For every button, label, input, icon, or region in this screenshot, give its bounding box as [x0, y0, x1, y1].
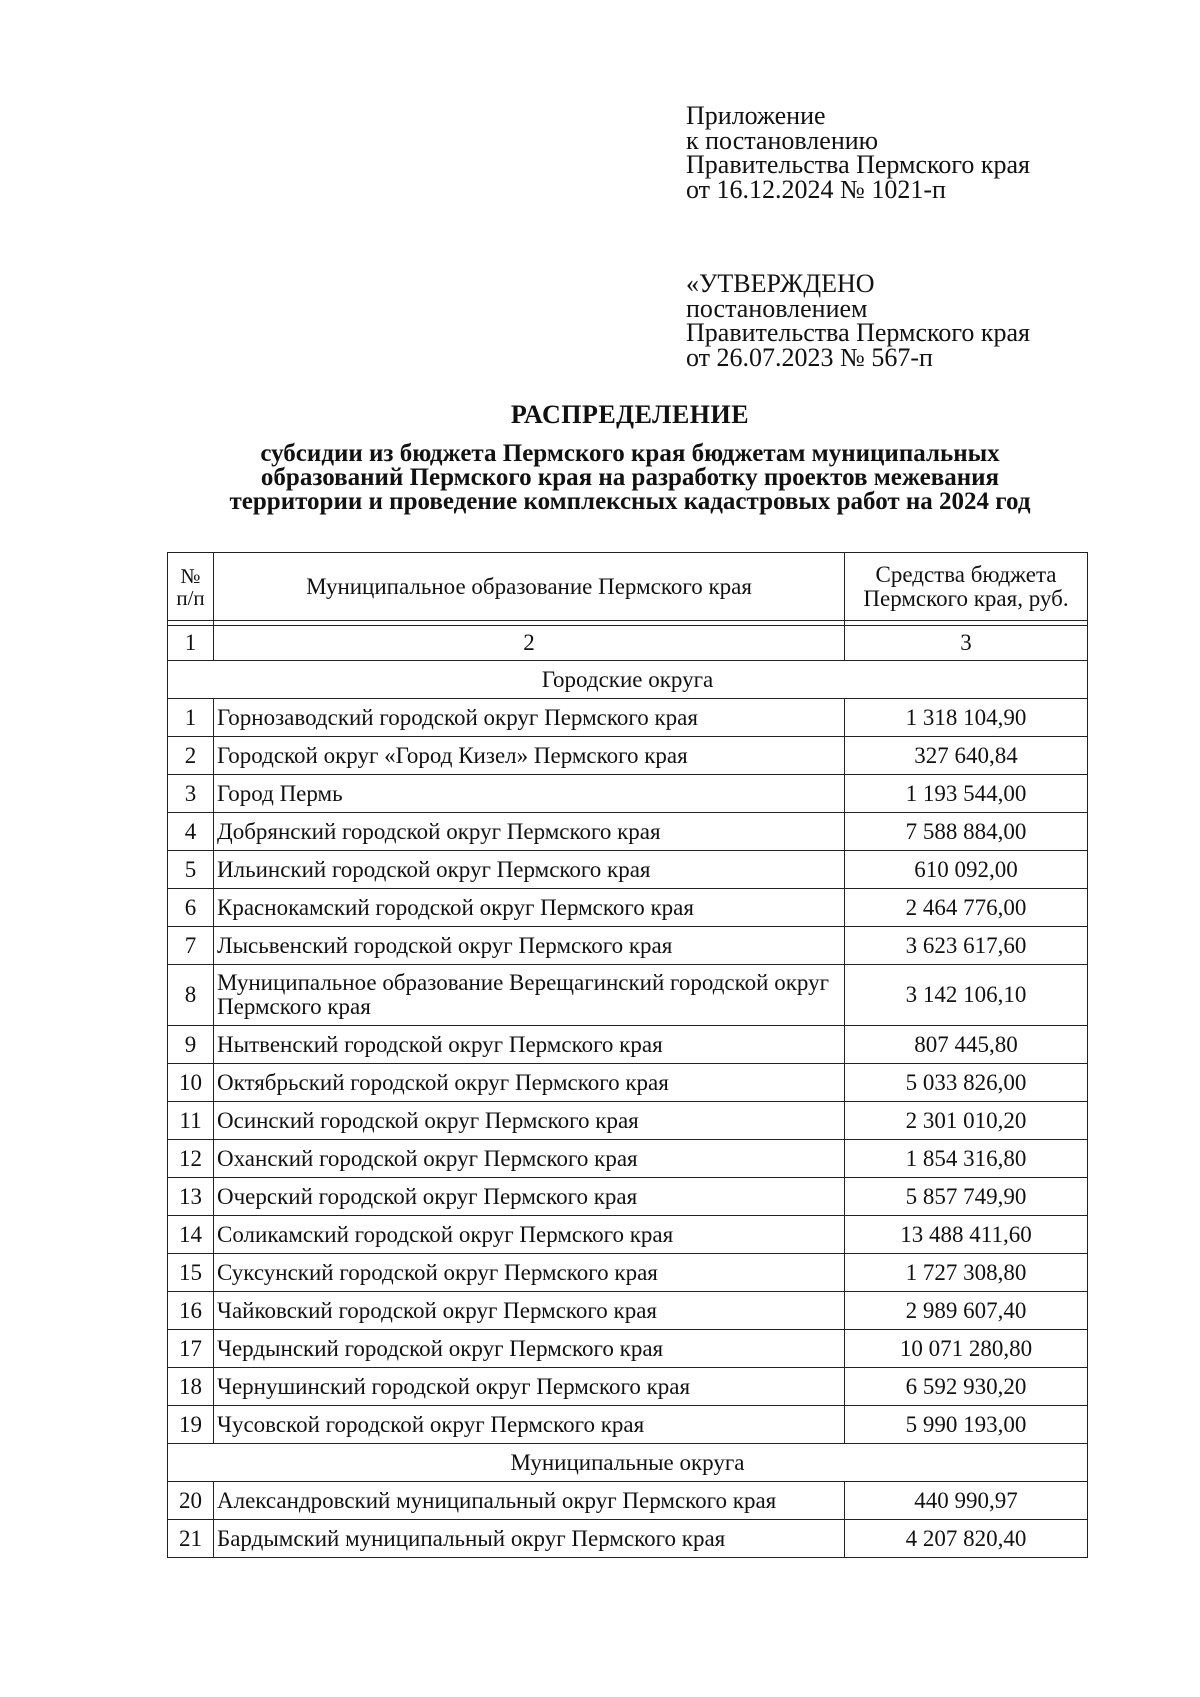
municipality-name: Горнозаводский городской округ Пермского края	[214, 699, 845, 737]
budget-amount: 440 990,97	[845, 1482, 1088, 1520]
row-number: 10	[168, 1064, 214, 1102]
table-row	[168, 1140, 1088, 1178]
budget-amount: 327 640,84	[845, 737, 1088, 775]
column-number: 3	[845, 626, 1088, 661]
approved-line: от 26.07.2023 № 567-п	[686, 342, 933, 372]
budget-amount: 807 445,80	[845, 1026, 1088, 1064]
row-number: 15	[168, 1254, 214, 1292]
table-row	[168, 1520, 1088, 1558]
municipality-name: Соликамский городской округ Пермского края	[214, 1216, 845, 1254]
budget-amount: 7 588 884,00	[845, 813, 1088, 851]
municipality-name: Чусовской городской округ Пермского края	[214, 1406, 845, 1444]
row-number: 19	[168, 1406, 214, 1444]
document-subtitle	[150, 442, 1110, 514]
row-number: 18	[168, 1368, 214, 1406]
section-title: Муниципальные округа	[168, 1444, 1088, 1482]
municipality-name: Осинский городской округ Пермского края	[214, 1102, 845, 1140]
municipality-name: Чердынский городской округ Пермского края	[214, 1330, 845, 1368]
municipality-name: Чайковский городской округ Пермского края	[214, 1292, 845, 1330]
row-number: 7	[168, 927, 214, 965]
row-number: 1	[168, 699, 214, 737]
subtitle-line: образований Пермского края на разработку проектов межевания	[260, 464, 1000, 491]
table-row	[168, 699, 1088, 737]
municipality-name: Бардымский муниципальный округ Пермского края	[214, 1520, 845, 1558]
row-number: 2	[168, 737, 214, 775]
row-number: 12	[168, 1140, 214, 1178]
table-row	[168, 889, 1088, 927]
table-row	[168, 737, 1088, 775]
budget-amount: 2 301 010,20	[845, 1102, 1088, 1140]
budget-amount: 3 142 106,10	[845, 965, 1088, 1026]
table-row	[168, 1178, 1088, 1216]
budget-amount: 2 464 776,00	[845, 889, 1088, 927]
approved-line: постановлением	[686, 293, 868, 323]
approved-line: Правительства Пермского края	[686, 318, 1030, 347]
municipality-name: Город Пермь	[214, 775, 845, 813]
budget-amount: 2 989 607,40	[845, 1292, 1088, 1330]
table-row	[168, 1026, 1088, 1064]
row-number: 11	[168, 1102, 214, 1140]
table-row	[168, 927, 1088, 965]
table-row	[168, 1368, 1088, 1406]
column-number: 2	[214, 626, 845, 661]
attachment-block	[686, 101, 1030, 204]
budget-amount: 1 854 316,80	[845, 1140, 1088, 1178]
header-num: № п/п	[168, 553, 214, 621]
attachment-line: Приложение	[686, 101, 826, 130]
attachment-line: Правительства Пермского края	[686, 150, 1030, 179]
budget-amount: 5 857 749,90	[845, 1178, 1088, 1216]
row-number: 4	[168, 813, 214, 851]
table-row	[168, 1254, 1088, 1292]
table-row	[168, 851, 1088, 889]
document-title: РАСПРЕДЕЛЕНИЕ	[510, 400, 750, 429]
column-numbers-row	[168, 626, 1088, 661]
row-number: 21	[168, 1520, 214, 1558]
table-header-row	[168, 553, 1088, 621]
municipality-name: Ильинский городской округ Пермского края	[214, 851, 845, 889]
header-name: Муниципальное образование Пермского края	[214, 553, 845, 621]
municipality-name: Добрянский городской округ Пермского края	[214, 813, 845, 851]
budget-amount: 610 092,00	[845, 851, 1088, 889]
table-row	[168, 1102, 1088, 1140]
budget-amount: 10 071 280,80	[845, 1330, 1088, 1368]
subtitle-line: территории и проведение комплексных кадастровых работ на 2024 год	[229, 488, 1031, 515]
row-number: 17	[168, 1330, 214, 1368]
section-title: Городские округа	[168, 661, 1088, 699]
budget-amount: 1 318 104,90	[845, 699, 1088, 737]
row-number: 13	[168, 1178, 214, 1216]
section-row	[168, 1444, 1088, 1482]
table-row	[168, 1330, 1088, 1368]
approved-line: «УТВЕРЖДЕНО	[686, 269, 875, 298]
municipality-name: Нытвенский городской округ Пермского края	[214, 1026, 845, 1064]
row-number: 8	[168, 965, 214, 1026]
table-row	[168, 1406, 1088, 1444]
approved-block	[686, 269, 1030, 372]
table-row	[168, 1064, 1088, 1102]
municipality-name: Октябрьский городской округ Пермского края	[214, 1064, 845, 1102]
budget-amount: 1 193 544,00	[845, 775, 1088, 813]
row-number: 5	[168, 851, 214, 889]
municipality-name: Лысьвенский городской округ Пермского края	[214, 927, 845, 965]
municipality-name: Александровский муниципальный округ Пермского края	[214, 1482, 845, 1520]
budget-amount: 13 488 411,60	[845, 1216, 1088, 1254]
municipality-name: Краснокамский городской округ Пермского края	[214, 889, 845, 927]
municipality-name: Муниципальное образование Верещагинский городской округ Пермского края	[214, 965, 845, 1026]
table-row	[168, 1482, 1088, 1520]
table-row	[168, 1216, 1088, 1254]
attachment-line: от 16.12.2024 № 1021-п	[686, 174, 946, 204]
budget-amount: 6 592 930,20	[845, 1368, 1088, 1406]
table-row	[168, 1292, 1088, 1330]
municipality-name: Чернушинский городской округ Пермского края	[214, 1368, 845, 1406]
municipality-name: Оханский городской округ Пермского края	[214, 1140, 845, 1178]
budget-amount: 4 207 820,40	[845, 1520, 1088, 1558]
row-number: 14	[168, 1216, 214, 1254]
budget-amount: 1 727 308,80	[845, 1254, 1088, 1292]
subtitle-line: субсидии из бюджета Пермского края бюджетам муниципальных	[260, 440, 1000, 467]
table-row	[168, 775, 1088, 813]
budget-amount: 5 990 193,00	[845, 1406, 1088, 1444]
row-number: 9	[168, 1026, 214, 1064]
municipality-name: Городской округ «Город Кизел» Пермского края	[214, 737, 845, 775]
municipality-name: Очерский городской округ Пермского края	[214, 1178, 845, 1216]
municipality-name: Суксунский городской округ Пермского края	[214, 1254, 845, 1292]
table-row	[168, 965, 1088, 1026]
budget-amount: 3 623 617,60	[845, 927, 1088, 965]
row-number: 16	[168, 1292, 214, 1330]
row-number: 6	[168, 889, 214, 927]
attachment-line: к постановлению	[686, 125, 879, 155]
header-sum: Средства бюджета Пермского края, руб.	[845, 553, 1088, 621]
budget-amount: 5 033 826,00	[845, 1064, 1088, 1102]
row-number: 20	[168, 1482, 214, 1520]
table-row	[168, 813, 1088, 851]
column-number: 1	[168, 626, 214, 661]
distribution-table	[167, 552, 1088, 1558]
section-row	[168, 661, 1088, 699]
row-number: 3	[168, 775, 214, 813]
